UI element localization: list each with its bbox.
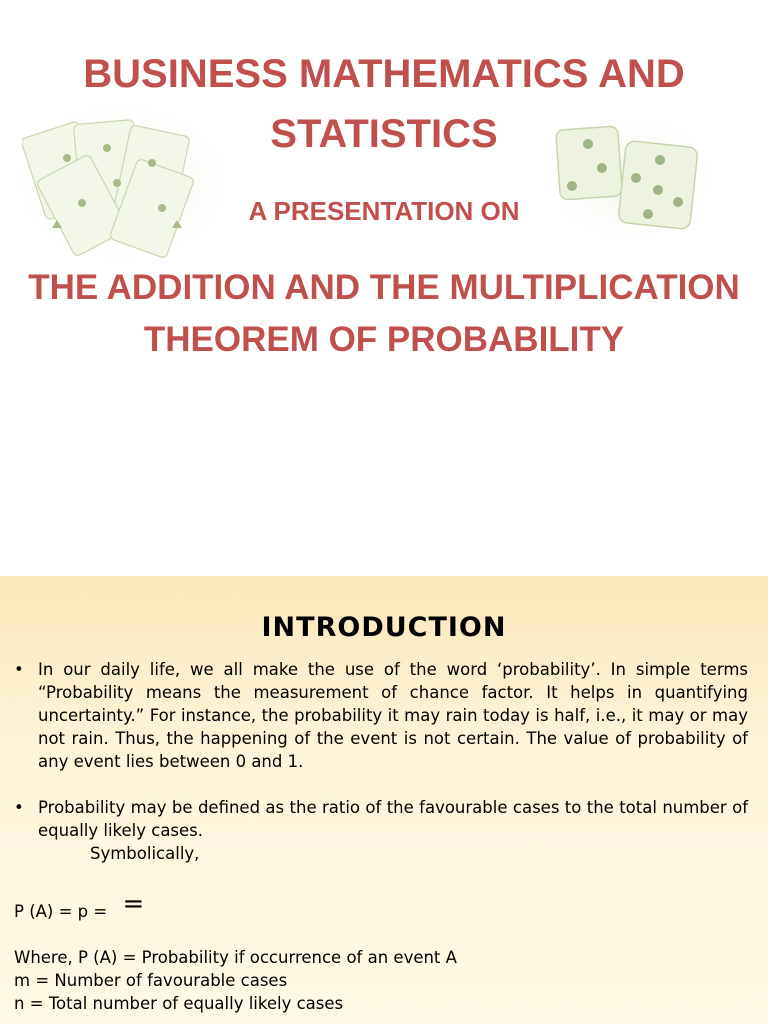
playing-cards-image [22,108,222,258]
bullet-text: In our daily life, we all make the use of the word ‘probability’. In simple terms “Probability means the measurement of chance factor. It helps in quantifying uncertainty.” For instance, the probability it may rain today is half, i.e., it may or may not rain. Thus, the happening of the event is not certain. The value of probability of any event lies between 0 and 1. [38,660,748,771]
formula-left: P (A) = p = [14,902,108,921]
bullet-item-probability-meaning [14,658,748,773]
topic-line-1: THE ADDITION AND THE MULTIPLICATION [28,268,740,307]
formula-equals: = [122,889,145,919]
definition-m: m = Number of favourable cases [14,971,288,990]
definition-p-a: Where, P (A) = Probability if occurrence of an event A [14,948,457,967]
probability-formula [14,889,145,923]
title-line-2: STATISTICS [270,112,498,156]
bullet-list [14,658,748,865]
title-line-1: BUSINESS MATHEMATICS AND [83,52,685,96]
bullet-icon: • [14,798,24,817]
presentation-subtitle: A PRESENTATION ON [248,196,520,226]
introduction-slide [0,576,768,1024]
bullet-text: Probability may be defined as the ratio of the favourable cases to the total number of equally likely cases. [38,798,748,840]
formula-definitions [14,946,457,1015]
topic-line-2: THEOREM OF PROBABILITY [143,320,625,359]
symbolically-label: Symbolically, [90,844,200,863]
presentation-topic [0,262,768,366]
introduction-heading: INTRODUCTION [261,612,507,643]
bullet-item-probability-definition [14,796,748,842]
bullet-icon: • [14,660,24,679]
definition-n: n = Total number of equally likely cases [14,994,344,1013]
